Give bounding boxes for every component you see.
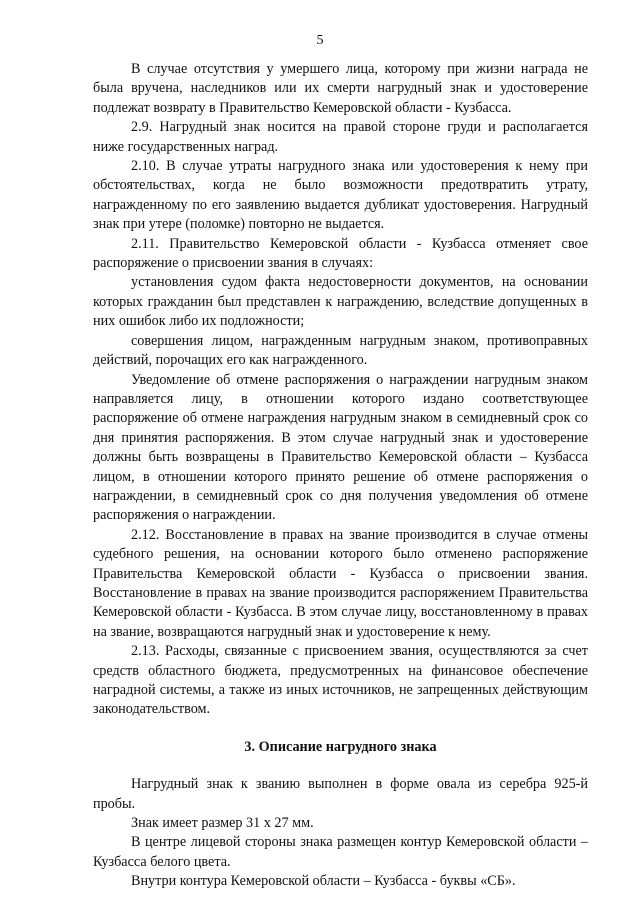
- page-number: 5: [316, 33, 324, 48]
- paragraph: В центре лицевой стороны знака размещен контур Кемеровской области – Кузбасса белого цвета.: [93, 834, 588, 870]
- paragraph: 2.11. Правительство Кемеровской области - Кузбасса отменяет свое распоряжение о присвоении звания в случаях:: [93, 235, 588, 272]
- paragraph: Знак имеет размер 31 х 27 мм.: [131, 815, 314, 832]
- document-body: [93, 60, 588, 892]
- paragraph: 2.10. В случае утраты нагрудного знака или удостоверения к нему при обстоятельствах, когда не было возможности предотвратить утрату, награжденному по его заявлению выдается дубликат удостоверения. Нагрудный знак при утере (поломке) повторно не выдается.: [93, 158, 588, 233]
- paragraph: установления судом факта недостоверности документов, на основании которых гражданин был представлен к награждению, вследствие допущенных в них ошибок либо их подложности;: [93, 274, 588, 330]
- section-heading: 3. Описание нагрудного знака: [244, 738, 437, 755]
- paragraph: Уведомление об отмене распоряжения о награждении нагрудным знаком направляется лицу, в отношении которого издано соответствующее распоряжение об отмене награждения нагрудным знаком в семидневный срок со дня принятия распоряжения. В этом случае нагрудный знак и удостоверение должны быть возвращены в Правительство Кемеровской области – Кузбасса лицом, в отношении которого принято решение об отмене распоряжения о награждении, в семидневный срок со дня получения уведомления об отмене распоряжения о награждении.: [93, 371, 588, 524]
- paragraph: Внутри контура Кемеровской области – Кузбасса - буквы «СБ».: [131, 873, 516, 890]
- paragraph: В случае отсутствия у умершего лица, которому при жизни награда не была вручена, наследников или их смерти нагрудный знак и удостоверение подлежат возврату в Правительство Кемеровской области - Кузбасса.: [93, 61, 588, 116]
- paragraph: Нагрудный знак к званию выполнен в форме овала из серебра 925-й пробы.: [93, 776, 588, 812]
- paragraph: совершения лицом, награжденным нагрудным знаком, противоправных действий, порочащих его как награжденного.: [93, 332, 588, 369]
- paragraph: 2.13. Расходы, связанные с присвоением звания, осуществляются за счет средств областного бюджета, предусмотренных на финансовое обеспечение наградной системы, а также из иных источников, не запрещенных действующим законодательством.: [93, 643, 588, 718]
- paragraph: 2.12. Восстановление в правах на звание производится в случае отмены судебного решения, на основании которого было отменено распоряжение Правительства Кемеровской области - Кузбасса о присвоении звания. Восстановление в правах на звание производится распоряжением Правительства Кемеровской области - Кузбасса. В этом случае лицу, восстановленному в правах на звание, возвращаются нагрудный знак и удостоверение к нему.: [93, 526, 588, 640]
- paragraph: 2.9. Нагрудный знак носится на правой стороне груди и располагается ниже государственных наград.: [93, 119, 588, 155]
